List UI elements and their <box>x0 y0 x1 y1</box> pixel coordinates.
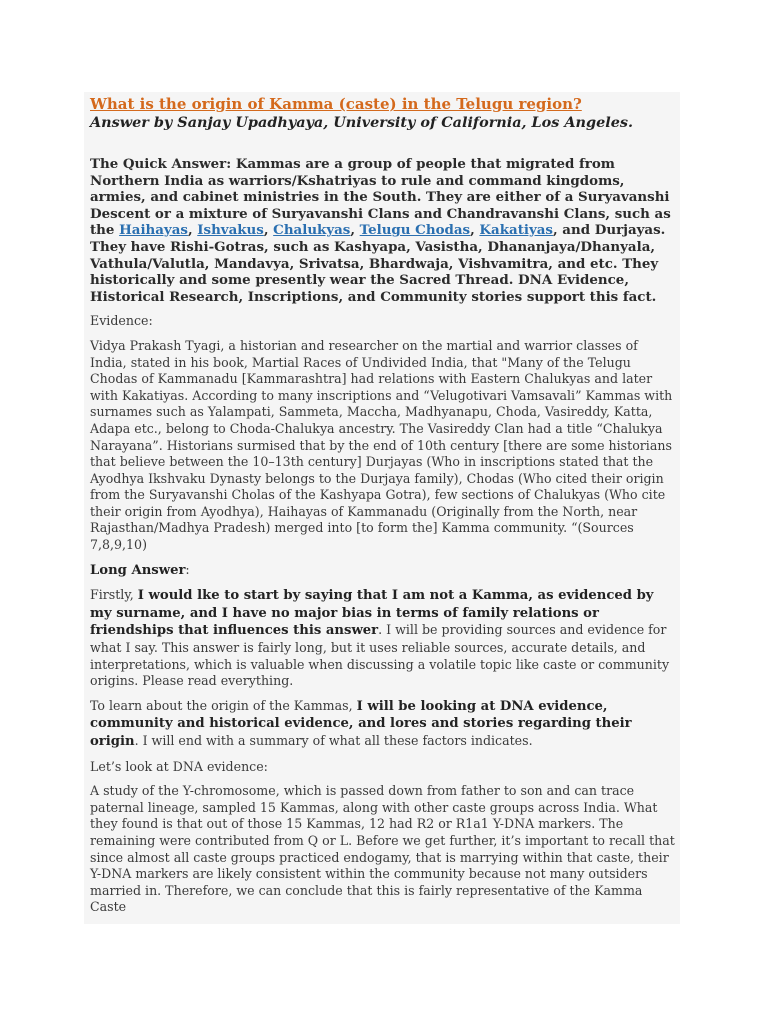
long-answer-colon: : <box>185 561 190 577</box>
firstly-paragraph <box>90 587 676 690</box>
firstly-start: Firstly, <box>90 587 138 603</box>
quick-answer-intro: The Quick Answer: Kammas are a group of people that migrated from Northern India as warriors/Kshatriyas to rule and command kingdoms, armies, and cabinet ministries in the South. They are either of a Suryavanshi Descent or a mixture of Suryavanshi Clans and Chandravanshi Clans, such as the <box>90 156 671 239</box>
dna-label: Let’s look at DNA evidence: <box>90 758 268 774</box>
learn-rest: . I will end with a summary of what all these factors indicates. <box>134 733 533 748</box>
separator: , <box>263 222 274 239</box>
link-ishvakus[interactable]: Ishvakus <box>197 222 264 239</box>
answer-byline: Answer by Sanjay Upadhyaya, University of California, Los Angeles. <box>90 114 633 131</box>
evidence-label: Evidence: <box>90 313 153 329</box>
quick-answer-paragraph <box>90 156 676 305</box>
link-kakatiyas[interactable]: Kakatiyas <box>479 222 553 239</box>
link-telugu-chodas[interactable]: Telugu Chodas <box>359 222 471 239</box>
separator: , <box>350 222 360 239</box>
learn-bold: I will be looking at DNA evidence, community and historical evidence, and lores and stories regarding their origin <box>90 698 632 749</box>
quick-answer-rest: , and Durjayas. They have Rishi-Gotras, such as Kashyapa, Vasistha, Dhananjaya/Dhanyala, Vathula/Valutla, Mandavya, Srivatsa, Bhardwaja, Vishvamitra, and etc. They historically and some presently wear the Sacred Thread. DNA Evidence, Historical Research, Inscriptions, and Community stories support this fact. <box>90 222 666 305</box>
long-answer-heading: Long Answer <box>90 562 186 578</box>
separator: , <box>470 222 480 239</box>
separator: , <box>187 222 198 239</box>
document-content <box>84 92 680 916</box>
document-page <box>84 92 680 924</box>
dna-paragraph: A study of the Y-chromosome, which is passed down from father to son and can trace paternal lineage, sampled 15 Kammas, along with other caste groups across India. What they found is that out of those 15 Kammas, 12 had R2 or R1a1 Y-DNA markers. The remaining were contributed from Q or L. Before we get further, it’s important to recall that since almost all caste groups practiced endogamy, that is marrying within that caste, their Y-DNA markers are likely consistent within the community because not many outsiders married in. Therefore, we can conclude that this is fairly representative of the Kamma Caste <box>90 783 675 915</box>
long-answer-label <box>90 562 676 580</box>
firstly-rest: . I will be providing sources and evidence for what I say. This answer is fairly long, but it uses reliable sources, accurate details, and interpretations, which is valuable when discussing a volatile topic like caste or community origins. Please read everything. <box>90 622 670 689</box>
learn-paragraph <box>90 698 676 751</box>
link-chalukyas[interactable]: Chalukyas <box>273 222 351 239</box>
firstly-bold: I would lke to start by saying that I am not a Kamma, as evidenced by my surname, and I have no major bias in terms of family relations or friendships that influences this answer <box>90 588 654 639</box>
link-haihayas[interactable]: Haihayas <box>119 222 188 239</box>
article-title-link[interactable]: What is the origin of Kamma (caste) in the Telugu region? <box>90 95 582 113</box>
learn-start: To learn about the origin of the Kammas, <box>90 697 357 713</box>
evidence-paragraph: Vidya Prakash Tyagi, a historian and researcher on the martial and warrior classes of India, stated in his book, Martial Races of Undivided India, that "Many of the Telugu Chodas of Kammanadu [Kammarashtra] had relations with Eastern Chalukyas and later with Kakatiyas. According to many inscriptions and “Velugotivari Vamsavali” Kammas with surnames such as Yalampati, Sammeta, Maccha, Madhyanapu, Choda, Vasireddy, Katta, Adapa etc., belong to Choda-Chalukya ancestry. The Vasireddy Clan had a title “Chalukya Narayana”. Historians surmised that by the end of 10th century [there are some historians that believe between the 10–13th century] Durjayas (Who in inscriptions stated that the Ayodhya Ikshvaku Dynasty belongs to the Durjaya family), Chodas (Who cited their origin from the Suryavanshi Cholas of the Kashyapa Gotra), few sections of Chalukyas (Who cite their origin from Ayodhya), Haihayas of Kammanadu (Originally from the North, near Rajasthan/Madhya Pradesh) merged into [to form the] Kamma community. “(Sources 7,8,9,10) <box>90 337 673 553</box>
